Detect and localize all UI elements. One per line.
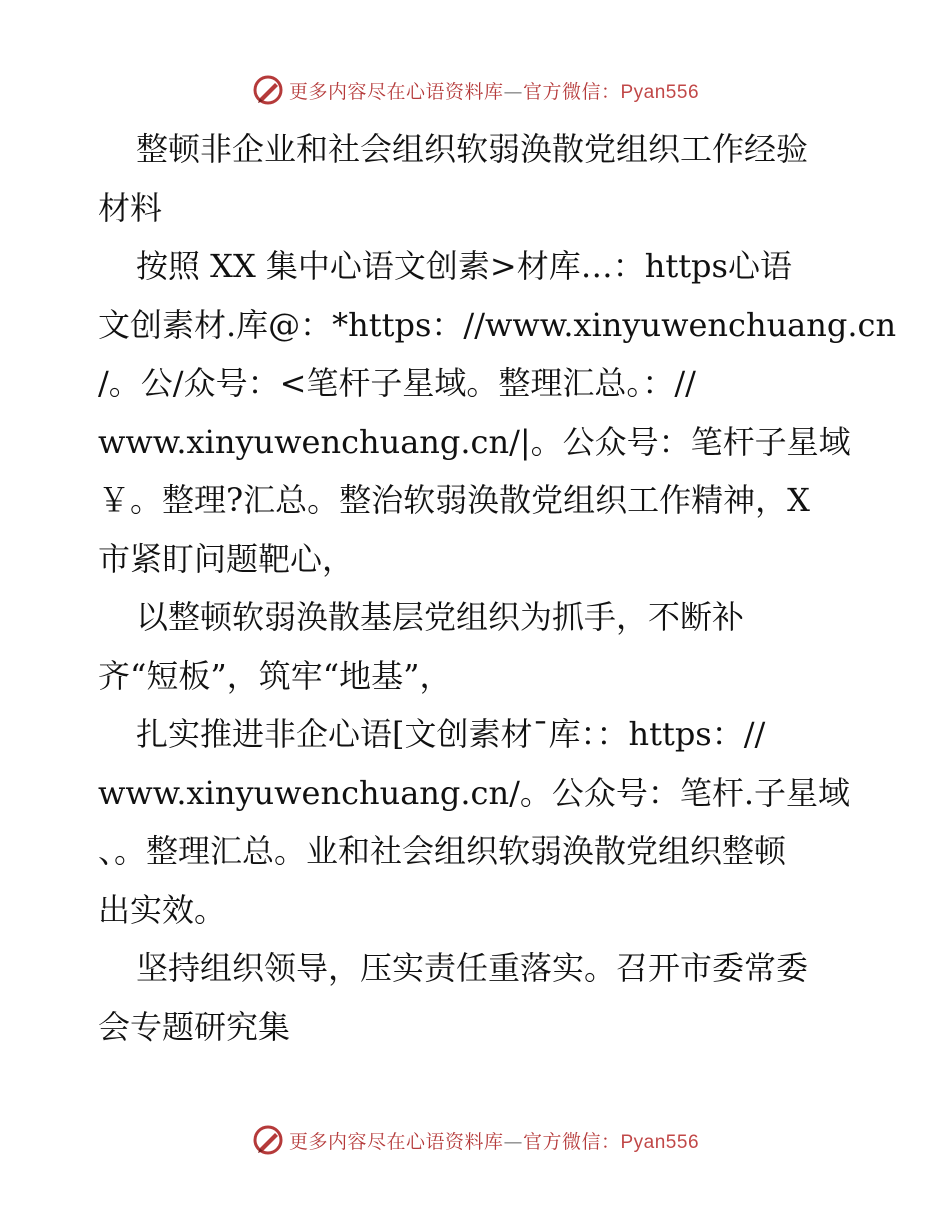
- text-line: 按照 XX 集中心语文创素>材库…：https心语: [136, 247, 792, 285]
- text-line: www.xinyuwenchuang.cn/。公众号：笔杆.子星域: [98, 773, 851, 812]
- text-line: www.xinyuwenchuang.cn/|。公众号：笔杆子星域: [98, 422, 851, 461]
- footer-banner: [0, 1120, 950, 1160]
- document-title-line-2: 材料: [98, 188, 163, 227]
- text-line: 以整顿软弱涣散基层党组织为抓手，不断补: [136, 598, 745, 636]
- text-line: /。公/众号：<笔杆子星域。整理汇总。：//: [98, 364, 696, 402]
- header-banner: [0, 70, 950, 110]
- header-banner-text: 更多内容尽在心语资料库—官方微信：Pyan556: [288, 80, 700, 103]
- text-line: 、。整理汇总。业和社会组织软弱涣散党组织整顿: [98, 832, 787, 870]
- text-line: 坚持组织领导，压实责任重落实。召开市委常委: [136, 949, 809, 987]
- text-line: 市紧盯问题靶心，: [98, 539, 355, 578]
- pen-logo-icon: [251, 73, 285, 107]
- pen-logo-icon: [251, 1123, 285, 1157]
- footer-banner-text: 更多内容尽在心语资料库—官方微信：Pyan556: [288, 1130, 700, 1153]
- text-line: 会专题研究集: [98, 1007, 291, 1046]
- text-line: 出实效。: [98, 890, 227, 929]
- document-title-line-1: 整顿非企业和社会组织软弱涣散党组织工作经验: [136, 130, 809, 168]
- text-line: 扎实推进非企心语[文创素材¯库：：https：//: [136, 715, 766, 753]
- text-line: 文创素材.库@：*https：//www.xinyuwenchuang.cn: [98, 305, 897, 344]
- document-body: [98, 120, 897, 1056]
- text-line: 齐“短板”，筑牢“地基”，: [98, 656, 452, 695]
- text-line: ￥。整理?汇总。整治软弱涣散党组织工作精神，X: [98, 481, 810, 519]
